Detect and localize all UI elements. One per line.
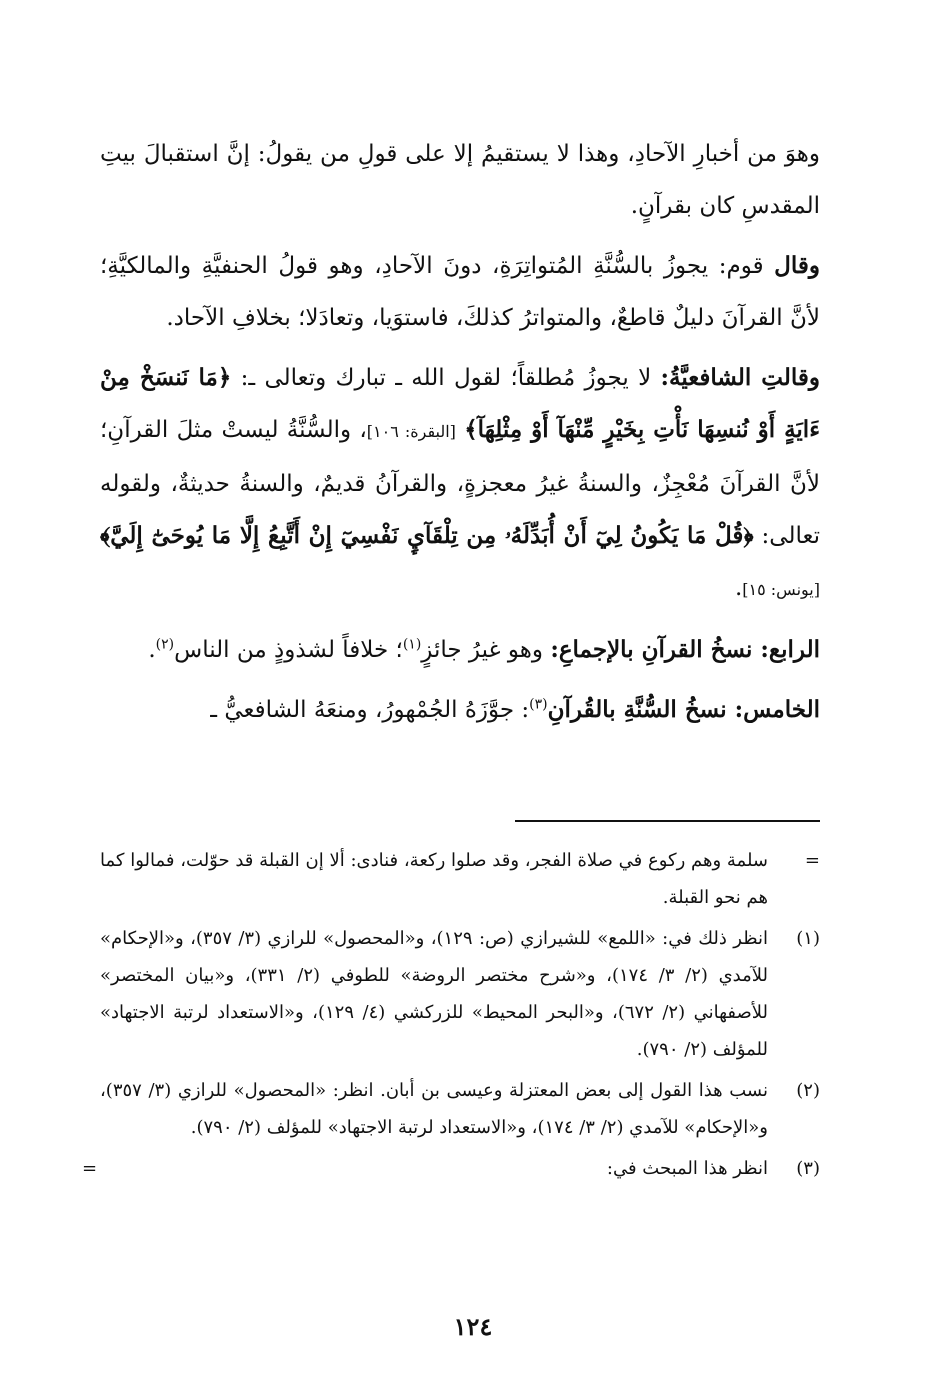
footnote-1-text: انظر ذلك في: «اللمع» للشيرازي (ص: ١٢٩)، و«المحصول» للرازي (٣/ ٣٥٧)، و«الإحكام» للآمدي (٢/ ٣/ ١٧٤)، و«شرح مختصر الروضة» للطوفي (٢/ ٣٣١)، و«بيان المختصر» للأصفهاني (٢/ ٦٧٢)، و«البحر المحيط» للزركشي (٤/ ١٢٩)، و«الاستعداد لرتبة الاجتهاد» للمؤلف (٢/ ٧٩٠). — [100, 928, 768, 1060]
footnote-2 — [100, 1072, 820, 1146]
footnote-1-number: (١) — [796, 928, 820, 949]
quran-verse-1: ﴿مَا نَنسَخْ مِنْ ءَايَةٍ أَوْ نُنسِهَا نَأْتِ بِخَيْرٍ مِّنْهَآ أَوْ مِثْلِهَآ﴾ — [100, 364, 821, 443]
paragraph-3-lead: وقالتِ الشافعيَّةُ: — [660, 364, 820, 391]
quran-verse-2: ﴿قُلْ مَا يَكُونُ لِيٓ أَنْ أُبَدِّلَهُۥ مِن تِلْقَآيِٕ نَفْسِيٓ إِنْ أَتَّبِعُ إِلَّا مَا يُوحَىٰٓ إِلَيَّ﴾ — [100, 522, 754, 549]
paragraph-3 — [100, 352, 820, 616]
continued-mark: = — [82, 1158, 98, 1179]
paragraph-1 — [100, 128, 820, 232]
verse-reference-2: [يونس: ١٥] — [742, 580, 820, 599]
paragraph-1-text: وهوَ من أخبارِ الآحادِ، وهذا لا يستقيمُ إلا على قولِ من يقولُ: إنَّ استقبالَ بيتِ المقدسِ كان بقرآنٍ. — [100, 141, 820, 219]
paragraph-3-text-b: ، والسُّنَّةُ ليستْ مثلَ القرآنِ؛ لأنَّ القرآنَ مُعْجِزٌ، والسنةُ غيرُ معجزةٍ، والقرآنُ قديمٌ، والسنةُ حديثةٌ، ولقوله تعالى: — [100, 417, 820, 549]
footnote-separator — [515, 820, 820, 822]
paragraph-2 — [100, 240, 820, 344]
paragraph-4-text-a: وهو غيرُ جائزٍ — [421, 637, 551, 663]
paragraph-4-text-b: ؛ خلافاً لشذوذٍ من الناس — [174, 637, 403, 663]
paragraph-5-lead: الخامس: نسخُ السُّنَّةِ بالقُرآنِ — [547, 696, 820, 723]
footnote-3-text: انظر هذا المبحث في: — [606, 1158, 768, 1179]
footnote-ref-3[interactable]: (٣) — [529, 696, 548, 713]
footnote-1 — [100, 920, 820, 1068]
footnote-ref-2[interactable]: (٢) — [155, 636, 175, 653]
paragraph-5 — [100, 684, 820, 736]
paragraph-2-text: قوم: يجوزُ بالسُّنَّةِ المُتواتِرَةِ، دونَ الآحادِ، وهو قولُ الحنفيَّةِ والمالكيَّةِ؛ لأنَّ القرآنَ دليلٌ قاطعٌ، والمتواترُ كذلكَ، فاستوَيا، وتعادَلا؛ بخلافِ الآحاد. — [100, 253, 820, 331]
paragraph-4-end: . — [148, 637, 156, 663]
paragraph-4-lead: الرابع: نسخُ القرآنِ بالإجماعِ: — [550, 636, 820, 663]
paragraph-3-end: . — [734, 575, 743, 601]
paragraph-4 — [100, 624, 820, 676]
footnote-3 — [82, 1150, 820, 1187]
paragraph-3-text-a: لا يجوزُ مُطلقاً؛ لقول الله ـ تبارك وتعالى ـ: — [231, 365, 661, 391]
footnote-continuation-text: سلمة وهم ركوع في صلاة الفجر، وقد صلوا ركعة، فنادى: ألا إن القبلة قد حوّلت، فمالوا كما هم نحو القبلة. — [100, 850, 768, 908]
footnote-2-number: (٢) — [796, 1080, 820, 1101]
main-text — [100, 128, 820, 744]
footnotes — [82, 842, 820, 1191]
footnote-2-text: نسب هذا القول إلى بعض المعتزلة وعيسى بن أبان. انظر: «المحصول» للرازي (٣/ ٣٥٧)، و«الإحكام» للآمدي (٢/ ٣/ ١٧٤)، و«الاستعداد لرتبة الاجتهاد» للمؤلف (٢/ ٧٩٠). — [100, 1080, 768, 1138]
footnote-3-number: (٣) — [796, 1158, 820, 1179]
footnote-continuation — [100, 842, 820, 916]
paragraph-2-lead: وقال — [774, 252, 820, 279]
page-number: ١٢٤ — [453, 1312, 493, 1341]
verse-reference-1: [البقرة: ١٠٦] — [366, 422, 456, 441]
footnote-ref-1[interactable]: (١) — [402, 636, 422, 653]
paragraph-5-text: : جوَّزَهُ الجُمْهورُ، ومنعَهُ الشافعيُّ ـ — [210, 697, 530, 723]
continuation-mark: = — [804, 850, 820, 871]
